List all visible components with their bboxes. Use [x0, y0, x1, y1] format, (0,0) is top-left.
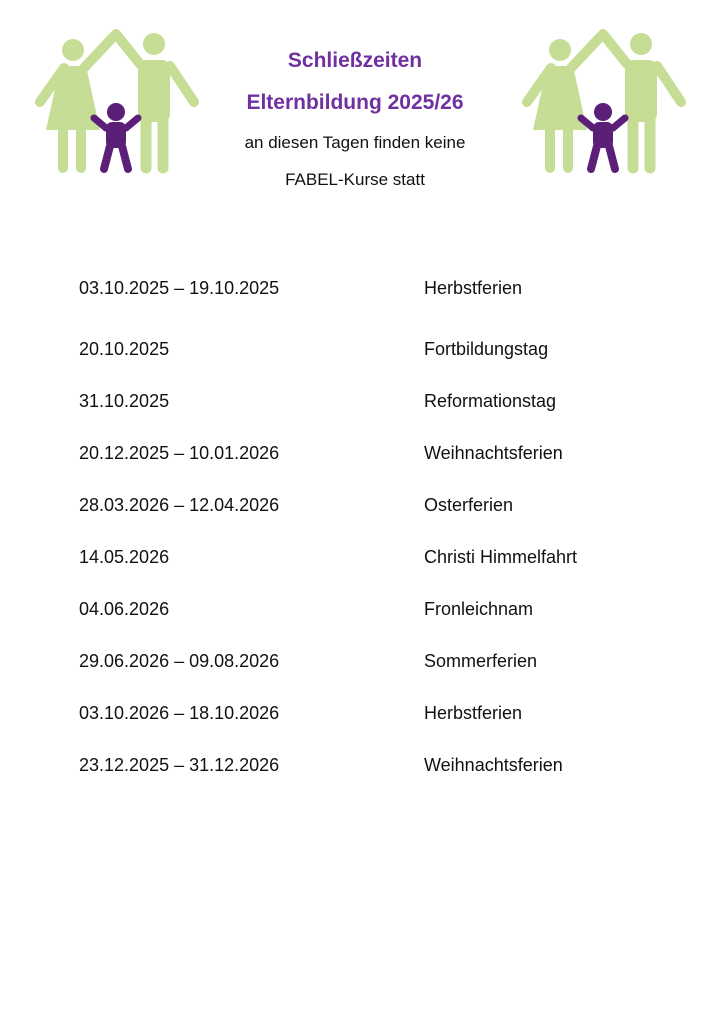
page-subtitle: Elternbildung 2025/26 — [246, 91, 464, 114]
page-title: Schließzeiten — [287, 49, 423, 72]
closure-reason: Herbstferien — [424, 703, 523, 723]
header-note-line-2: FABEL-Kurse statt — [285, 170, 425, 189]
closure-date: 29.06.2026 – 09.08.2026 — [79, 651, 280, 671]
closure-reason: Weihnachtsferien — [424, 755, 563, 775]
family-icon-left — [30, 24, 202, 176]
closure-date: 20.10.2025 — [79, 339, 170, 359]
closure-date: 03.10.2025 – 19.10.2025 — [79, 278, 280, 298]
closure-reason: Christi Himmelfahrt — [424, 547, 578, 567]
family-icon — [30, 24, 202, 176]
list-item — [79, 591, 639, 643]
closure-reason: Herbstferien — [424, 278, 523, 298]
closure-reason: Fronleichnam — [424, 599, 534, 619]
closure-reason: Reformationstag — [424, 391, 557, 411]
list-item — [79, 695, 639, 747]
closure-date: 28.03.2026 – 12.04.2026 — [79, 495, 280, 515]
header-note-line-1: an diesen Tagen finden keine — [244, 133, 466, 152]
family-icon-right — [517, 24, 689, 176]
closure-reason: Weihnachtsferien — [424, 443, 563, 463]
closure-reason: Sommerferien — [424, 651, 538, 671]
closure-date: 20.12.2025 – 10.01.2026 — [79, 443, 280, 463]
closure-date: 31.10.2025 — [79, 391, 170, 411]
closure-reason: Osterferien — [424, 495, 514, 515]
list-item — [79, 539, 639, 591]
list-item — [79, 435, 639, 487]
list-item — [79, 270, 639, 331]
closure-date: 04.06.2026 — [79, 599, 170, 619]
list-item — [79, 747, 639, 799]
closure-reason: Fortbildungstag — [424, 339, 549, 359]
closure-date: 03.10.2026 – 18.10.2026 — [79, 703, 280, 723]
list-item — [79, 487, 639, 539]
list-item — [79, 331, 639, 383]
document-header — [200, 40, 510, 198]
closure-date: 14.05.2026 — [79, 547, 170, 567]
list-item — [79, 383, 639, 435]
list-item — [79, 643, 639, 695]
closure-date: 23.12.2025 – 31.12.2026 — [79, 755, 280, 775]
closure-list — [79, 270, 639, 799]
family-icon — [517, 24, 689, 176]
